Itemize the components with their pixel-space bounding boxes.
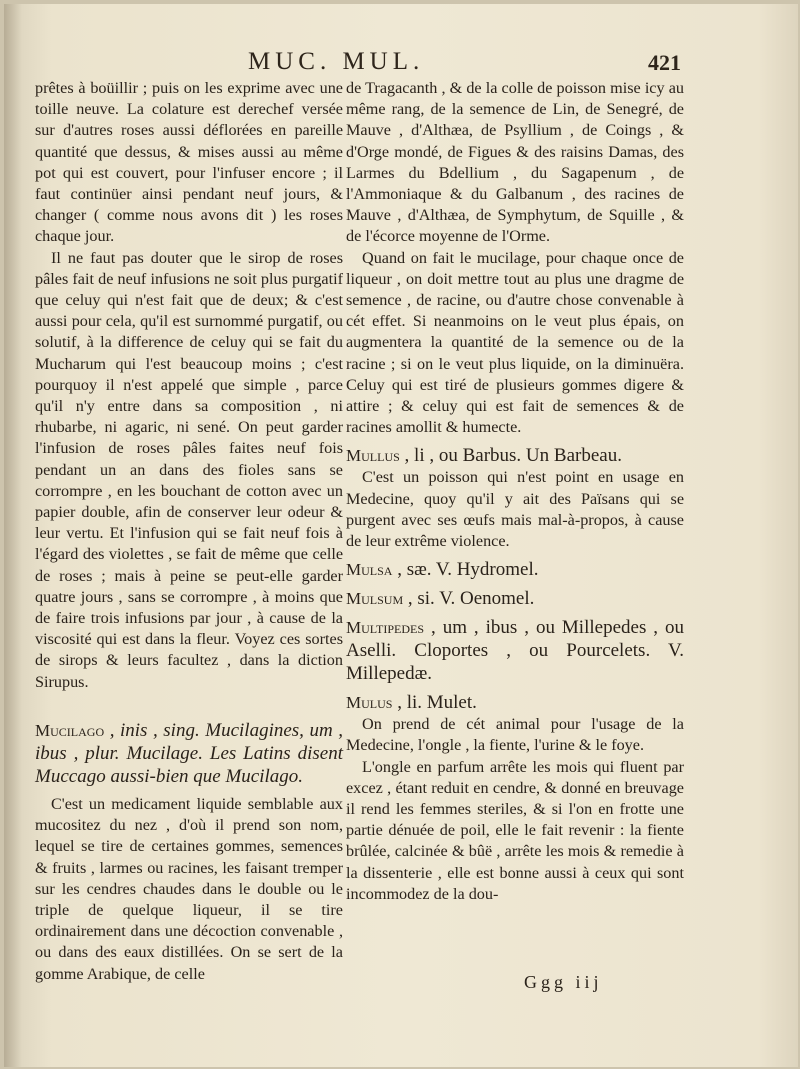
entry-definition: , sæ. V. Hydromel. [397,559,539,581]
paragraph: On prend de cét animal pour l'usage de la Medecine, l'ongle , la fiente, l'urine & le foye. [346,715,684,755]
paragraph: Quand on fait le mucilage, pour chaque once de liqueur , on doit mettre tout au plus une dragme de semence , de racine, ou d'autre chose convenable à cét effet. Si neanmoins on le veut plus épais, on augmentera la quantité de la semence ou de la racine ; si on le veut plus liquide, on la diminuëra. Celuy qui est tiré de plusieurs gommes digere & attire ; & celuy qui est fait de semences & de racines amollit & humecte. [346,248,684,437]
right-column [346,78,684,905]
entry-mucilago [35,719,343,788]
signature-mark: Ggg iij [524,972,603,992]
entry-definition: , li , ou Barbus. Un Barbeau. [404,445,622,467]
entry-mulsum [346,587,684,610]
spine-shadow [4,4,22,1067]
paragraph: Il ne faut pas douter que le sirop de roses pâles fait de neuf infusions ne soit plus purgatif que celuy qui n'est fait que de deux; & c'est aussi pour cela, qu'il est surnommé purgatif, ou solutif, à la difference de celuy qui se fait du Mucharum qui l'est beaucoup moins ; c'est pourquoy il n'est appelé que simple , parce qu'il n'y entre dans sa composition , ni rhubarbe, ni agaric, ni sené. On peut garder l'infusion de roses pâles faites neuf fois pendant un an dans des fioles sans se corrompre , en les bouchant de cotton avec un papier double, afin de conserver leur odeur & leur vertu. Et l'infusion qui se fait neuf fois à l'égard des violettes , se fait de même que celle de roses ; mais à peine se peut-elle garder quatre jours , sans se corrompre , à moins que de faire trois infusions par jour , à cause de la viscosité qui est dans la fleur. Voyez ces sortes de sirops & leurs facultez , dans la diction Sirupus. [35,248,343,691]
book-page [4,4,798,1067]
paragraph: L'ongle en parfum arrête les mois qui fluent par excez , étant reduit en cendre, & donné en breuvage il rend les femmes steriles, & si l'on en frotte une partie dénuée de poil, elle le fait revenir : la fiente brûlée, calcinée & bûë , arrête les mois & remedie à la dissenterie , elle est bonne aussi à ceux qui sont incommodez de la dou- [346,757,684,903]
page-header [4,48,798,82]
page-number: 421 [648,50,681,75]
entry-headword: Mulsum [346,589,404,609]
entry-headword: Mulus [346,693,393,713]
left-column [35,78,343,985]
entry-multipedes [346,616,684,685]
entry-mullus [346,444,684,467]
entry-definition: , inis , sing. Mucilagines, um , ibus , plur. Mucilage. Les Latins disent Muccago aussi-bien que Mucilago. [35,719,344,787]
entry-definition: , li. Mulet. [397,692,477,714]
paragraph: prêtes à boüillir ; puis on les exprime avec une toille neuve. La colature est derechef versée sur d'autres roses aussi déflorées en pareille quantité que dessus, & mises aussi au même pot qui est couvert, pour l'infuser encore ; il faut continüer ainsi pendant neuf jours, & changer ( comme nous avons dit ) les roses chaque jour. [35,79,343,246]
paragraph: C'est un poisson qui n'est point en usage en Medecine, quoy qu'il y ait des Païsans qui se purgent avec ses œufs mais mal-à-propos, à cause de leur extrême violence. [346,468,684,551]
entry-mulus [346,691,684,714]
entry-headword: Mucilago [35,720,105,740]
entry-headword: Mulsa [346,560,393,580]
paragraph: de Tragacanth , & de la colle de poisson mise icy au même rang, de la semence de Lin, de Senegré, de Mauve , d'Althæa, de Psyllium , de Coings , & d'Orge mondé, de Figues & des raisins Damas, des Larmes du Bdellium , du Sagapenum , de l'Ammoniaque & du Galbanum , des racines de Mauve , d'Althæa, de Symphytum, de Squille , & de l'écorce moyenne de l'Orme. [346,79,684,246]
entry-headword: Multipedes [346,618,425,638]
paragraph: C'est un medicament liquide semblable aux mucositez du nez , d'où il prend son nom, lequel se tire de certaines gommes, semences & fruits , larmes ou racines, les faisant tremper sur les cendres chaudes dans le double ou le triple de quelque liqueur, il se tire ordinairement dans une décoction convenable , ou dans des eaux distillées. On se sert de la gomme Arabique, de celle [35,794,343,983]
entry-definition: , si. V. Oenomel. [407,588,535,610]
entry-headword: Mullus [346,446,400,466]
entry-mulsa [346,558,684,581]
running-title: MUC. MUL. [248,48,425,75]
entry-definition: , um , ibus , ou Millepedes , ou Aselli. Cloportes , ou Pourcelets. V. Millepedæ. [346,617,684,685]
